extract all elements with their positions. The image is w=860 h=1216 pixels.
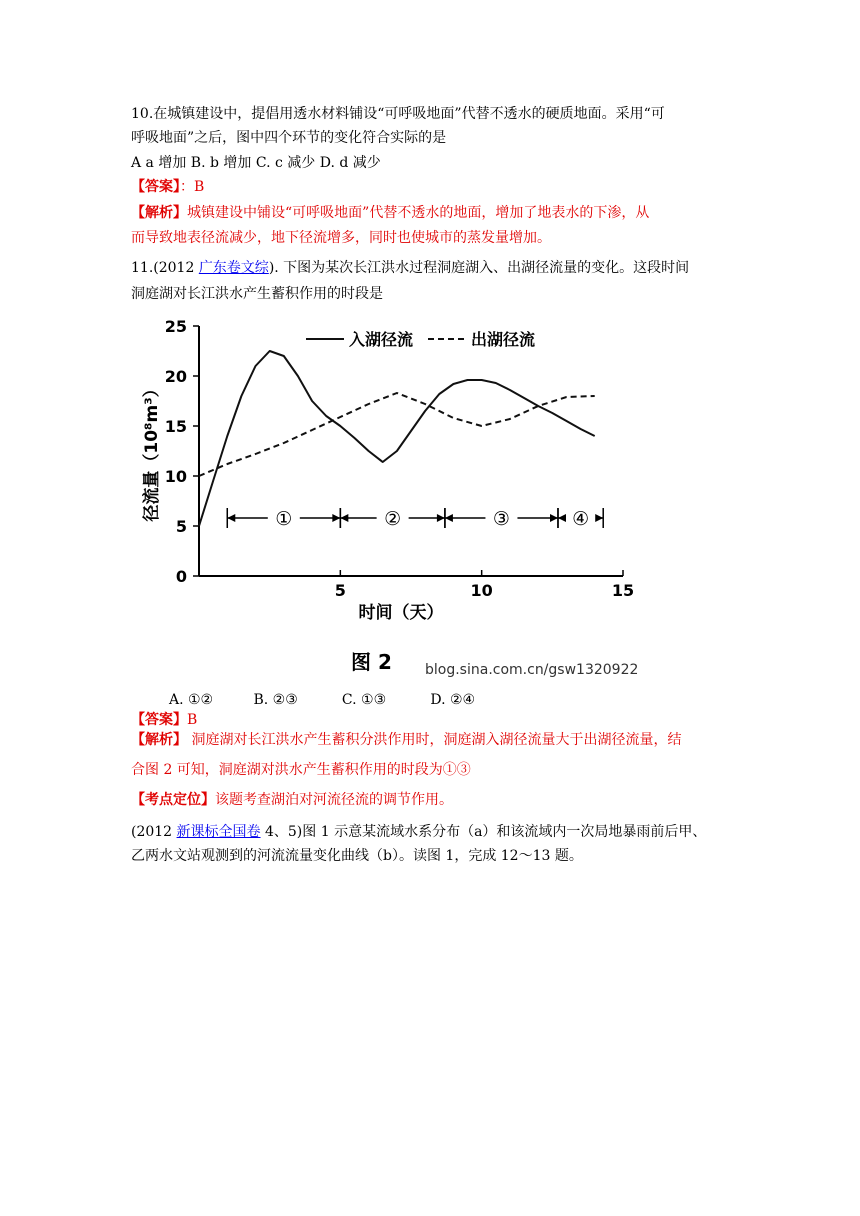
source-link[interactable]: 广东卷文综 — [198, 260, 269, 276]
answer-value: B — [187, 712, 198, 728]
figure-caption: 图 2 — [351, 650, 392, 674]
answer-value: ：B — [180, 179, 205, 195]
period-label: ③ — [492, 508, 510, 530]
x-tick-label: 5 — [334, 581, 346, 600]
q11-analysis-line1 — [131, 730, 681, 750]
analysis-text: 城镇建设中铺设“可呼吸地面”代替不透水的地面，增加了地表水的下渗，从 — [187, 205, 650, 221]
q12-line1-rest: 4、5)图 1 示意某流域水系分布（a）和该流域内一次局地暴雨前后甲、 — [260, 824, 707, 840]
legend-label: 入湖径流 — [349, 330, 414, 349]
q11-answer — [131, 710, 197, 730]
q10-analysis-line2: 而导致地表径流减少，地下径流增多，同时也使城市的蒸发量增加。 — [131, 230, 551, 246]
q11-stem-line2: 洞庭湖对长江洪水产生蓄积作用的时段是 — [131, 286, 383, 302]
arrow-head — [332, 514, 340, 522]
q12-prefix: (2012 — [131, 824, 177, 840]
chart-axes — [141, 317, 634, 622]
period-markers — [227, 508, 603, 530]
q11-analysis-line2: 合图 2 可知，洞庭湖对洪水产生蓄积作用的时段为①③ — [131, 762, 471, 778]
analysis-text: 洞庭湖对长江洪水产生蓄积分洪作用时，洞庭湖入湖径流量大于出湖径流量，结 — [187, 732, 682, 748]
chart-series — [199, 351, 595, 526]
q12-line1 — [131, 822, 706, 842]
arrow-head — [558, 514, 566, 522]
y-tick-label: 10 — [164, 467, 187, 486]
option-a: A. ①② — [169, 692, 214, 708]
arrow-head — [550, 514, 558, 522]
q10-answer — [131, 177, 204, 197]
x-tick-label: 10 — [470, 581, 493, 600]
source-link[interactable]: 新课标全国卷 — [176, 824, 261, 840]
arrow-head — [437, 514, 445, 522]
runoff-chart — [131, 312, 651, 622]
y-tick-label: 5 — [175, 517, 187, 536]
y-tick-label: 0 — [175, 567, 187, 586]
period-label: ② — [384, 508, 402, 530]
watermark: blog.sina.com.cn/gsw1320922 — [425, 662, 639, 678]
kaodian-text: 该题考查湖泊对河流径流的调节作用。 — [215, 792, 453, 808]
arrow-head — [340, 514, 348, 522]
y-tick-label: 25 — [164, 317, 187, 336]
analysis-label: 【解析】 — [131, 732, 187, 748]
q11-stem-rest: ). 下图为某次长江洪水过程洞庭湖入、出湖径流量的变化。这段时间 — [268, 260, 690, 276]
y-tick-label: 20 — [164, 367, 187, 386]
answer-label: 【答案】 — [131, 712, 187, 728]
analysis-label: 【解析】 — [131, 205, 187, 221]
q11-prefix: 11.(2012 — [131, 260, 199, 276]
arrow-head — [227, 514, 235, 522]
q11-stem-line1 — [131, 258, 689, 278]
option-b: B. ②③ — [253, 692, 298, 708]
q10-stem-line2: 呼吸地面”之后，图中四个环节的变化符合实际的是 — [131, 130, 447, 146]
q10-analysis-line1 — [131, 203, 649, 223]
arrow-head — [595, 514, 603, 522]
y-axis-label: 径流量（10⁸m³） — [142, 380, 162, 522]
legend-label: 出湖径流 — [471, 330, 536, 349]
arrow-head — [445, 514, 453, 522]
q10-stem-line1: 10.在城镇建设中，提倡用透水材料铺设“可呼吸地面”代替不透水的硬质地面。采用“可 — [131, 106, 665, 122]
chart-legend — [306, 330, 535, 349]
y-tick-label: 15 — [164, 417, 187, 436]
x-tick-label: 15 — [611, 581, 635, 600]
option-d: D. ②④ — [430, 692, 476, 708]
q10-options: A a 增加 B. b 增加 C. c 减少 D. d 减少 — [131, 155, 381, 171]
option-c: C. ①③ — [341, 692, 387, 708]
q12-line2: 乙两水文站观测到的河流流量变化曲线（b）。读图 1，完成 12～13 题。 — [131, 848, 583, 864]
x-axis-label: 时间（天） — [358, 603, 444, 622]
q11-options — [169, 690, 475, 710]
kaodian-label: 【考点定位】 — [131, 792, 215, 808]
period-label: ④ — [572, 508, 590, 530]
series-line — [199, 351, 595, 526]
answer-label: 【答案】 — [131, 179, 180, 195]
q11-kaodian — [131, 790, 453, 810]
period-label: ① — [275, 508, 293, 530]
